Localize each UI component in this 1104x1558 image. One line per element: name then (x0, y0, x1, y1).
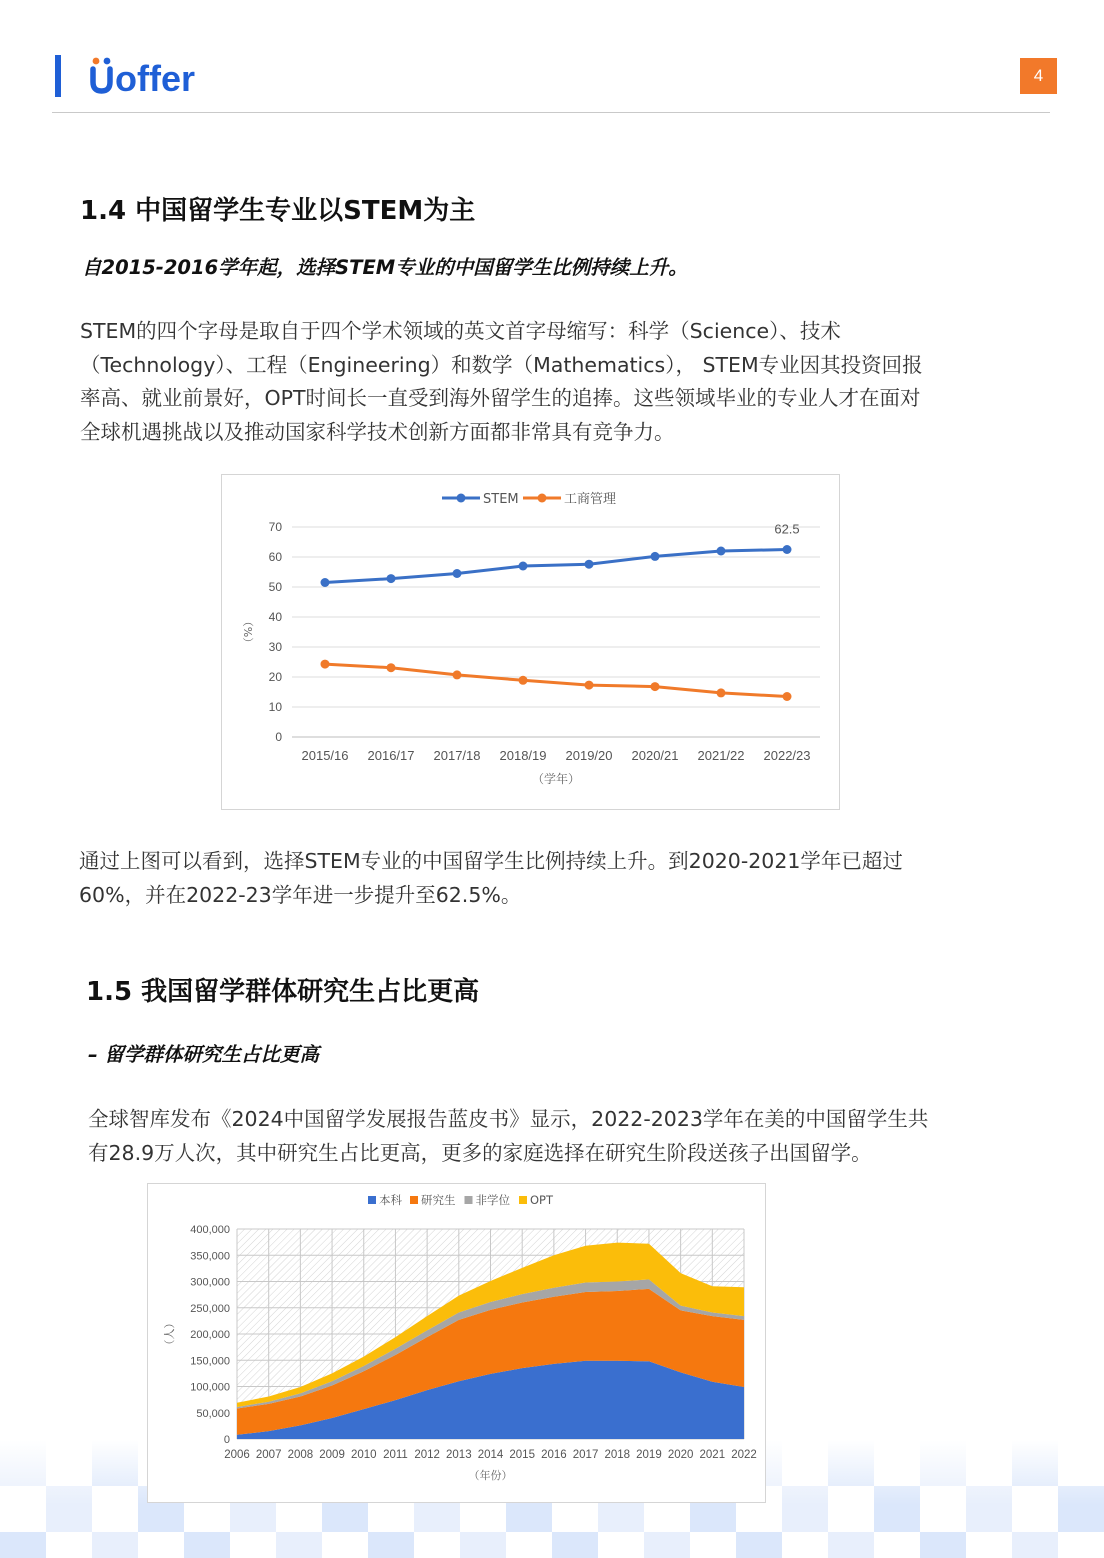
uoffer-logo (90, 52, 230, 100)
x-tick-label: 2019 (636, 1449, 662, 1461)
y-tick-label: 40 (268, 610, 282, 624)
data-point (585, 681, 594, 690)
x-axis-label: （学年） (531, 772, 581, 786)
y-axis-label: （人） (163, 1317, 176, 1351)
x-tick-label: 2016/17 (367, 748, 415, 763)
section-subtitle-1-4: 自2015-2016学年起，选择STEM专业的中国留学生比例持续上升。 (82, 256, 688, 279)
x-tick-label: 2007 (255, 1449, 282, 1461)
y-tick-label: 250,000 (190, 1302, 230, 1315)
data-point (651, 552, 660, 561)
data-point (453, 569, 462, 578)
students-stacked-area-chart-svg (148, 1184, 765, 1502)
x-tick-label: 2017/18 (433, 748, 481, 763)
legend-marker (538, 494, 547, 503)
x-tick-label: 2017 (572, 1449, 599, 1461)
data-point (453, 670, 462, 679)
y-tick-label: 50 (268, 580, 282, 594)
x-tick-label: 2008 (287, 1449, 314, 1461)
header-divider (52, 112, 1050, 113)
data-point (585, 560, 594, 569)
legend-label: 研究生 (421, 1193, 456, 1207)
x-tick-label: 2019/20 (565, 748, 613, 763)
x-tick-label: 2020 (667, 1449, 694, 1461)
y-tick-label: 200,000 (190, 1329, 230, 1341)
paragraph-line: STEM的四个字母是取自于四个学术领域的英文首字母缩写：科学（Science）、技术 (80, 319, 841, 343)
y-tick-label: 30 (268, 640, 282, 654)
paragraph-line: 率高、就业前景好，OPT时间长一直受到海外留学生的追捧。这些领域毕业的专业人才在面对 (80, 386, 921, 410)
x-tick-label: 2010 (350, 1449, 377, 1461)
logo-text: offer (115, 58, 195, 99)
legend-label: 本科 (379, 1193, 402, 1207)
graduate-ratio-paragraph (88, 1103, 1048, 1170)
x-tick-label: 2015 (509, 1449, 535, 1461)
y-tick-label: 60 (268, 550, 282, 564)
legend-swatch (410, 1196, 418, 1204)
data-point (321, 578, 330, 587)
x-tick-label: 2022 (731, 1449, 757, 1461)
data-point (387, 663, 396, 672)
stem-conclusion-paragraph (79, 845, 1039, 912)
y-tick-label: 10 (268, 700, 282, 714)
x-tick-label: 2018/19 (499, 748, 547, 763)
y-tick-label: 100,000 (190, 1381, 230, 1394)
x-tick-label: 2016 (541, 1449, 567, 1461)
stem-ratio-chart (221, 474, 840, 810)
data-point (717, 547, 726, 556)
x-tick-label: 2022/23 (763, 748, 811, 763)
section-title-1-4: 1.4 中国留学生专业以STEM为主 (80, 196, 476, 226)
data-point (783, 692, 792, 701)
students-by-degree-chart (147, 1183, 766, 1503)
data-point (321, 660, 330, 669)
data-point (519, 562, 528, 571)
stem-intro-paragraph (80, 315, 1030, 449)
data-label: 62.5 (774, 521, 800, 537)
data-point (717, 688, 726, 697)
x-tick-label: 2020/21 (631, 748, 679, 763)
x-axis-label: （年份） (468, 1469, 513, 1482)
data-point (387, 574, 396, 583)
paragraph-line: 60%，并在2022-23学年进一步提升至62.5%。 (79, 882, 522, 907)
paragraph-line: 通过上图可以看到，选择STEM专业的中国留学生比例持续上升。到2020-2021学年已超过 (79, 849, 903, 873)
data-point (651, 682, 660, 691)
legend-swatch (519, 1196, 527, 1204)
legend-label: OPT (530, 1193, 554, 1207)
data-point (783, 545, 792, 554)
legend-label: 工商管理 (564, 492, 617, 507)
x-tick-label: 2011 (383, 1449, 408, 1461)
y-tick-label: 0 (223, 1434, 230, 1446)
x-tick-label: 2013 (446, 1449, 472, 1461)
stem-ratio-line-chart-svg (222, 475, 839, 809)
legend-swatch (368, 1196, 376, 1204)
legend-label: 非学位 (475, 1193, 510, 1207)
y-tick-label: 150,000 (190, 1355, 230, 1368)
y-tick-label: 300,000 (190, 1276, 230, 1289)
x-tick-label: 2009 (319, 1449, 345, 1461)
section-subtitle-1-5: – 留学群体研究生占比更高 (88, 1043, 320, 1066)
header-accent-bar (55, 55, 61, 97)
paragraph-line: 有28.9万人次，其中研究生占比更高，更多的家庭选择在研究生阶段送孩子出国留学。 (88, 1140, 872, 1165)
y-axis-label: （%） (242, 615, 255, 649)
paragraph-line: 全球智库发布《2024中国留学发展报告蓝皮书》显示，2022-2023学年在美的中国留学生共 (88, 1107, 929, 1131)
legend-swatch (465, 1196, 473, 1204)
section-title-1-5: 1.5 我国留学群体研究生占比更高 (86, 977, 480, 1007)
x-tick-label: 2021/22 (697, 748, 745, 763)
y-tick-label: 350,000 (190, 1250, 230, 1263)
y-tick-label: 70 (268, 520, 282, 534)
x-tick-label: 2014 (477, 1449, 504, 1461)
x-tick-label: 2018 (604, 1449, 631, 1461)
y-tick-label: 0 (275, 730, 282, 744)
x-tick-label: 2006 (224, 1449, 250, 1461)
x-tick-label: 2012 (414, 1449, 440, 1461)
x-tick-label: 2015/16 (301, 748, 349, 763)
legend-marker (457, 494, 466, 503)
paragraph-line: 全球机遇挑战以及推动国家科学技术创新方面都非常具有竞争力。 (80, 419, 675, 444)
data-point (519, 676, 528, 685)
x-tick-label: 2021 (699, 1449, 726, 1461)
page-number: 4 (1020, 58, 1057, 94)
y-tick-label: 400,000 (190, 1224, 230, 1236)
y-tick-label: 50,000 (196, 1407, 230, 1420)
legend-label: STEM (483, 492, 519, 507)
y-tick-label: 20 (268, 670, 282, 684)
paragraph-line: （Technology）、工程（Engineering）和数学（Mathematics）， STEM专业因其投资回报 (80, 352, 923, 377)
